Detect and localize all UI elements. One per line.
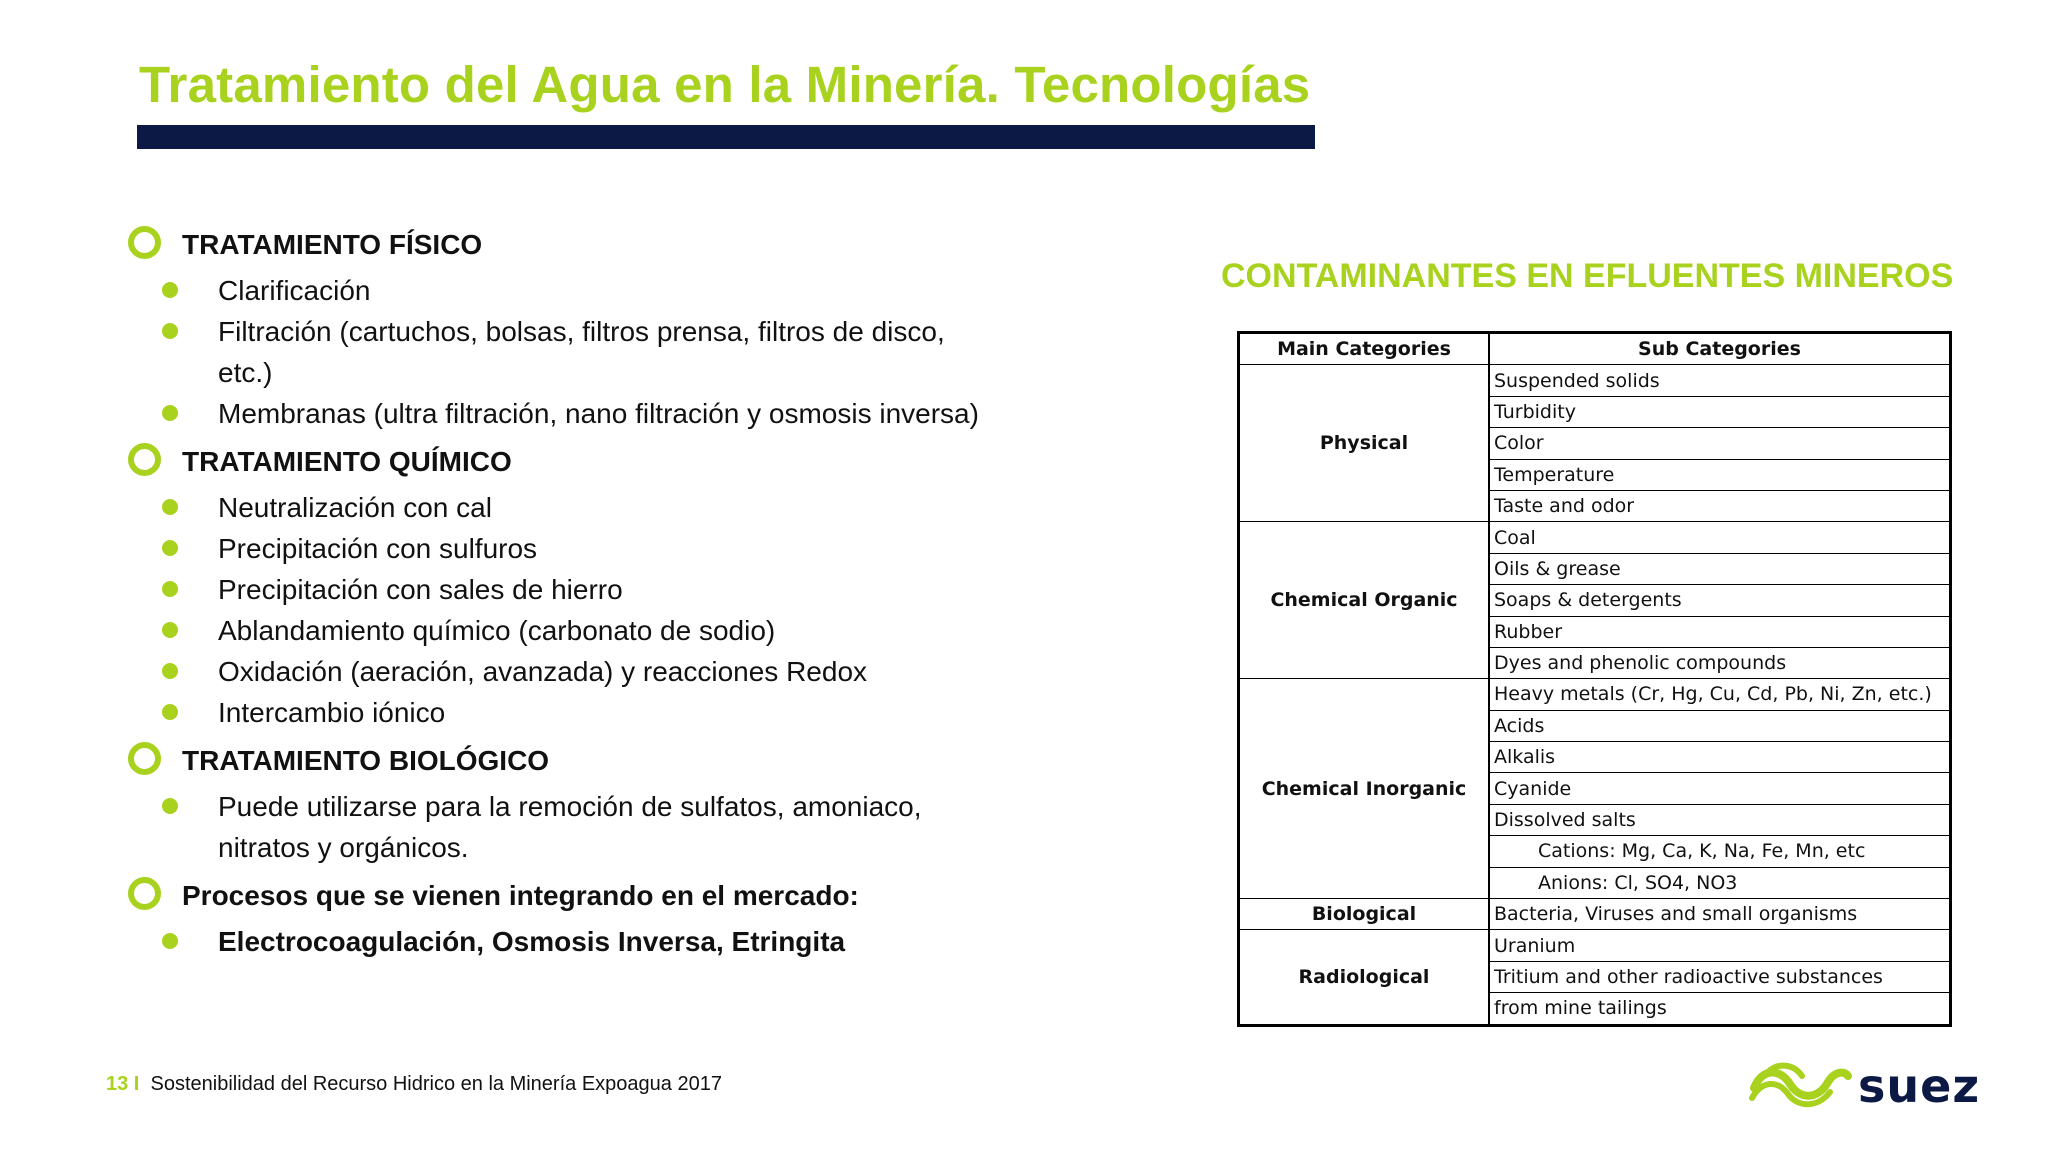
category-cell: Biological	[1239, 899, 1490, 930]
table-row	[1239, 522, 1951, 553]
subcategory-cell: Oils & grease	[1489, 553, 1951, 584]
category-cell: Radiological	[1239, 930, 1490, 1025]
list-item: Neutralización con cal	[124, 487, 1024, 528]
subcategory-cell: from mine tailings	[1489, 993, 1951, 1025]
bullet-dot-icon	[162, 405, 178, 421]
subcategory-cell: Dissolved salts	[1489, 804, 1951, 835]
bullet-dot-icon	[162, 581, 178, 597]
subcategory-cell: Rubber	[1489, 616, 1951, 647]
header-main-categories: Main Categories	[1239, 333, 1490, 365]
section-biologico	[124, 738, 1024, 786]
section-quimico	[124, 439, 1024, 487]
page-number: 13 I	[106, 1073, 140, 1095]
bullet-dot-icon	[162, 704, 178, 720]
header-sub-categories: Sub Categories	[1489, 333, 1951, 365]
bullet-dot-icon	[162, 282, 178, 298]
contaminants-table	[1237, 331, 1952, 1027]
treatment-list	[124, 222, 1024, 962]
ring-bullet-icon	[128, 443, 161, 476]
list-item: Intercambio iónico	[124, 692, 1024, 733]
list-item: Precipitación con sales de hierro	[124, 569, 1024, 610]
category-cell: Chemical Organic	[1239, 522, 1490, 679]
list-item: Oxidación (aeración, avanzada) y reacciones Redox	[124, 651, 1024, 692]
subcategory-cell: Soaps & detergents	[1489, 585, 1951, 616]
bullet-dot-icon	[162, 798, 178, 814]
subcategory-cell: Coal	[1489, 522, 1951, 553]
category-cell: Chemical Inorganic	[1239, 679, 1490, 899]
list-item-continuation: nitratos y orgánicos.	[218, 832, 469, 863]
suez-wave-icon	[1748, 1058, 1852, 1114]
subcategory-cell: Temperature	[1489, 459, 1951, 490]
list-item: Membranas (ultra filtración, nano filtración y osmosis inversa)	[124, 393, 1024, 434]
subcategory-cell: Uranium	[1489, 930, 1951, 961]
table-row	[1239, 930, 1951, 961]
subcategory-cell: Acids	[1489, 710, 1951, 741]
subcategory-cell: Turbidity	[1489, 396, 1951, 427]
bullet-dot-icon	[162, 622, 178, 638]
suez-logo	[1748, 1058, 1980, 1114]
contaminants-title: CONTAMINANTES EN EFLUENTES MINEROS	[1221, 257, 1954, 295]
section-label: Procesos que se vienen integrando en el mercado:	[182, 880, 859, 911]
list-item: Clarificación	[124, 270, 1024, 311]
ring-bullet-icon	[128, 226, 161, 259]
category-cell: Physical	[1239, 365, 1490, 522]
section-label: TRATAMIENTO BIOLÓGICO	[182, 745, 550, 776]
subcategory-cell: Color	[1489, 428, 1951, 459]
subcategory-cell: Dyes and phenolic compounds	[1489, 647, 1951, 678]
bullet-dot-icon	[162, 933, 178, 949]
ring-bullet-icon	[128, 742, 161, 775]
subcategory-cell: Suspended solids	[1489, 365, 1951, 396]
section-label: TRATAMIENTO QUÍMICO	[182, 446, 512, 477]
bullet-dot-icon	[162, 323, 178, 339]
table-header-row	[1239, 333, 1951, 365]
list-item: Ablandamiento químico (carbonato de sodio)	[124, 610, 1024, 651]
list-item: Electrocoagulación, Osmosis Inversa, Etringita	[124, 921, 1024, 962]
subcategory-cell: Anions: Cl, SO4, NO3	[1489, 867, 1951, 898]
list-item: Puede utilizarse para la remoción de sulfatos, amoniaco,	[124, 786, 1024, 827]
subcategory-cell: Cations: Mg, Ca, K, Na, Fe, Mn, etc	[1489, 836, 1951, 867]
title-underline-bar	[137, 125, 1315, 149]
bullet-dot-icon	[162, 499, 178, 515]
table-row	[1239, 679, 1951, 710]
footer-text: Sostenibilidad del Recurso Hidrico en la Minería Expoagua 2017	[150, 1073, 722, 1095]
slide-title: Tratamiento del Agua en la Minería. Tecnologías	[139, 56, 1311, 113]
ring-bullet-icon	[128, 877, 161, 910]
section-procesos	[124, 873, 1024, 921]
list-item-continuation: etc.)	[218, 357, 273, 388]
subcategory-cell: Cyanide	[1489, 773, 1951, 804]
subcategory-cell: Taste and odor	[1489, 490, 1951, 521]
subcategory-cell: Alkalis	[1489, 742, 1951, 773]
subcategory-cell: Bacteria, Viruses and small organisms	[1489, 899, 1951, 930]
logo-wordmark: suez	[1858, 1059, 1981, 1113]
table-row	[1239, 899, 1951, 930]
section-label: TRATAMIENTO FÍSICO	[182, 229, 483, 260]
bullet-dot-icon	[162, 540, 178, 556]
section-fisico	[124, 222, 1024, 270]
slide-footer	[106, 1073, 722, 1096]
list-item: Precipitación con sulfuros	[124, 528, 1024, 569]
bullet-dot-icon	[162, 663, 178, 679]
list-item: Filtración (cartuchos, bolsas, filtros prensa, filtros de disco,	[124, 311, 1024, 352]
subcategory-cell: Tritium and other radioactive substances	[1489, 961, 1951, 992]
table-row	[1239, 365, 1951, 396]
subcategory-cell: Heavy metals (Cr, Hg, Cu, Cd, Pb, Ni, Zn, etc.)	[1489, 679, 1951, 710]
